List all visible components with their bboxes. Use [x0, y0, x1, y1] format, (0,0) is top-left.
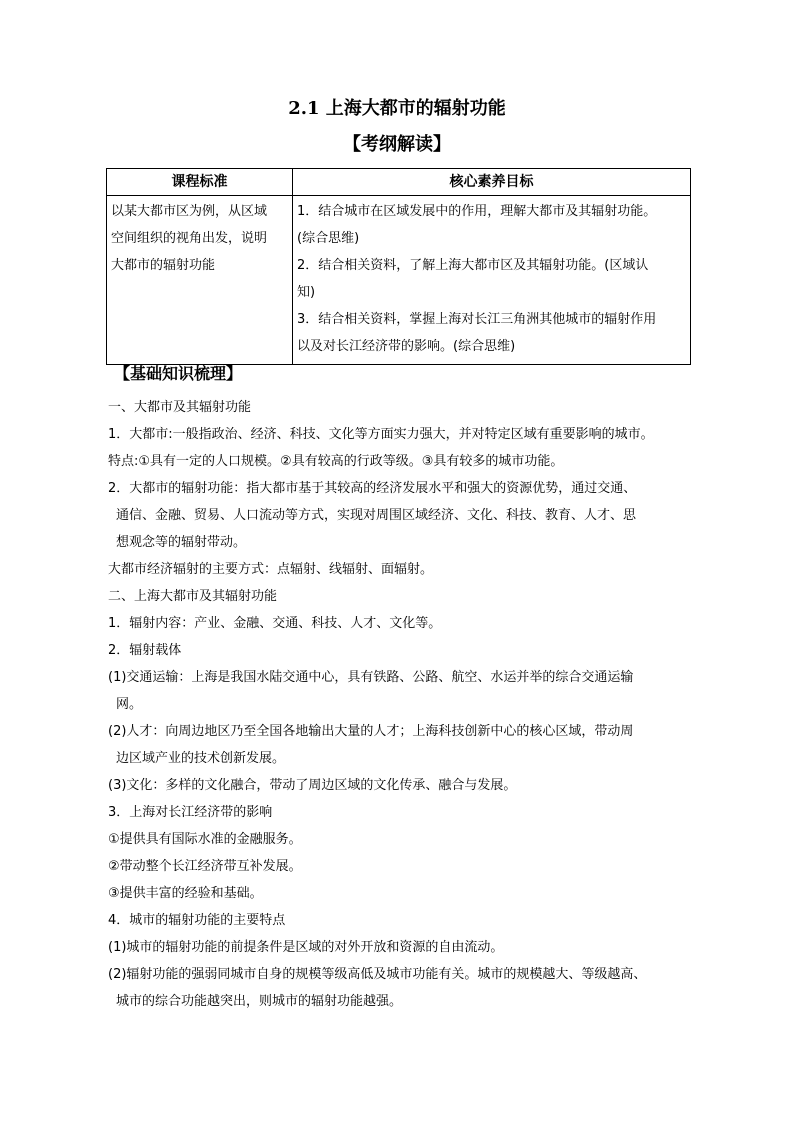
exam-outline-heading: 【考纲解读】	[343, 134, 451, 155]
paragraph-line: 城市的综合功能越突出，则城市的辐射功能越强。	[116, 994, 403, 1009]
table-cell-line: 知)	[297, 285, 316, 300]
paragraph-line: (3)文化：多样的文化融合，带动了周边区域的文化传承、融合与发展。	[108, 778, 517, 793]
table-cell-line: 3．结合相关资料，掌握上海对长江三角洲其他城市的辐射作用	[297, 312, 657, 327]
table-cell-line: 空间组织的视角出发，说明	[111, 231, 268, 246]
paragraph-line: 想观念等的辐射带动。	[116, 535, 247, 550]
table-cell-line: (综合思维)	[297, 231, 360, 246]
section-heading: 二、上海大都市及其辐射功能	[108, 589, 278, 604]
table-cell-line: 2．结合相关资料，了解上海大都市区及其辐射功能。(区域认	[297, 258, 649, 273]
paragraph-line: 2．大都市的辐射功能：指大都市基于其较高的经济发展水平和强大的资源优势，通过交通、	[108, 481, 637, 496]
paragraph-line: 大都市经济辐射的主要方式：点辐射、线辐射、面辐射。	[108, 562, 434, 577]
paragraph-line: (2)人才：向周边地区乃至全国各地输出大量的人才；上海科技创新中心的核心区域，带动周	[108, 724, 634, 739]
paragraph-line: 边区域产业的技术创新发展。	[116, 751, 286, 766]
curriculum-table	[106, 168, 691, 365]
table-row	[107, 196, 691, 365]
paragraph-line: 1．大都市:一般指政治、经济、科技、文化等方面实力强大，并对特定区域有重要影响的城市。	[108, 427, 654, 442]
basic-knowledge-heading: 【基础知识梳理】	[114, 364, 243, 383]
paragraph-line: 通信、金融、贸易、人口流动等方式，实现对周围区域经济、文化、科技、教育、人才、思	[116, 508, 637, 523]
paragraph-line: 1．辐射内容：产业、金融、交通、科技、人才、文化等。	[108, 616, 442, 631]
table-header-standard: 课程标准	[107, 169, 293, 196]
paragraph-line: (2)辐射功能的强弱同城市自身的规模等级高低及城市功能有关。城市的规模越大、等级越高、	[108, 967, 647, 982]
paragraph-line: (1)城市的辐射功能的前提条件是区域的对外开放和资源的自由流动。	[108, 940, 504, 955]
table-cell-line: 1．结合城市在区域发展中的作用，理解大都市及其辐射功能。	[297, 204, 657, 219]
table-header-goals: 核心素养目标	[293, 169, 691, 196]
paragraph-line: 特点:①具有一定的人口规模。②具有较高的行政等级。③具有较多的城市功能。	[108, 454, 564, 469]
document-title: 2.1 上海大都市的辐射功能	[288, 98, 506, 119]
table-cell-standard	[107, 196, 293, 365]
table-cell-line: 以某大都市区为例，从区域	[111, 204, 268, 219]
paragraph-line: ②带动整个长江经济带互补发展。	[108, 859, 302, 874]
paragraph-line: 2．辐射载体	[108, 643, 182, 658]
paragraph-line: ③提供丰富的经验和基础。	[108, 886, 263, 901]
table-header-row	[107, 169, 691, 196]
table-cell-line: 大都市的辐射功能	[111, 258, 216, 273]
paragraph-line: (1)交通运输：上海是我国水陆交通中心，具有铁路、公路、航空、水运并举的综合交通运输	[108, 670, 634, 685]
table-cell-goals	[293, 196, 691, 365]
section-heading: 一、大都市及其辐射功能	[108, 400, 252, 415]
paragraph-line: 网。	[116, 697, 143, 712]
table-cell-line: 以及对长江经济带的影响。(综合思维)	[297, 339, 516, 354]
paragraph-line: 4．城市的辐射功能的主要特点	[108, 913, 286, 928]
paragraph-line: ①提供具有国际水准的金融服务。	[108, 832, 302, 847]
paragraph-line: 3．上海对长江经济带的影响	[108, 805, 273, 820]
